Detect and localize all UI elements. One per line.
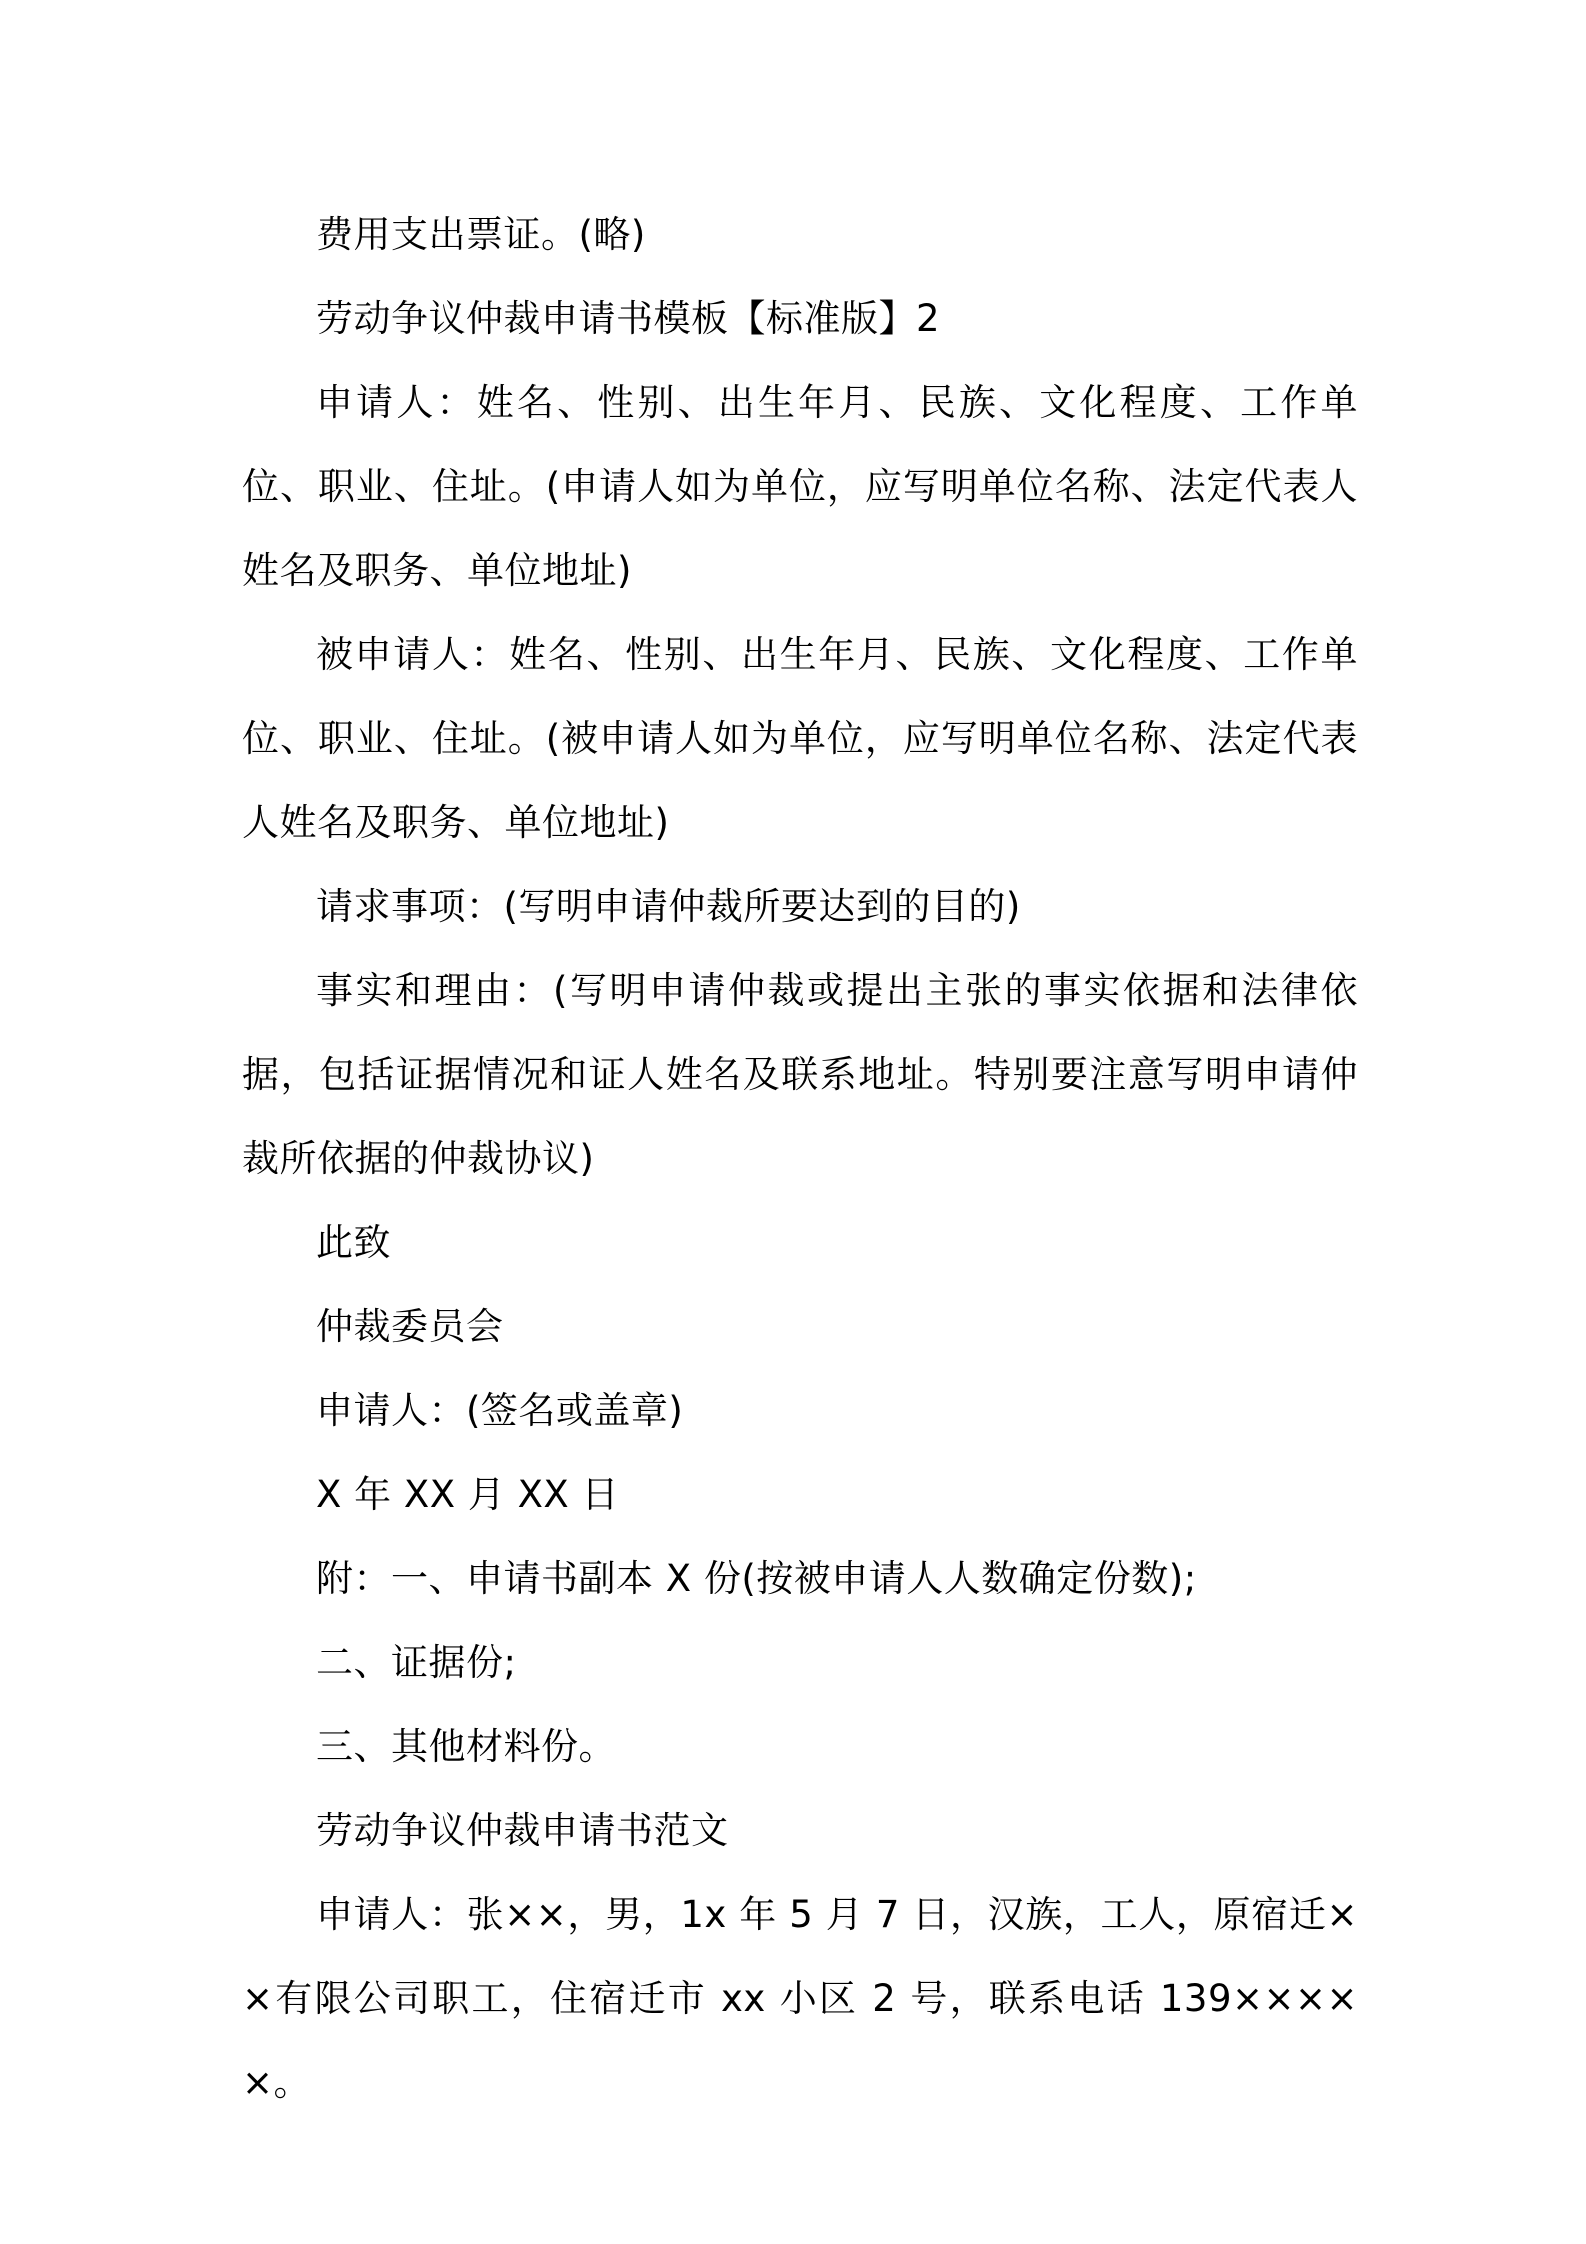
paragraph-signature: 申请人：(签名或盖章) xyxy=(316,1389,684,1432)
paragraph-expense-receipts: 费用支出票证。(略) xyxy=(316,213,646,256)
paragraph-facts-reasons: 事实和理由：(写明申请仲裁或提出主张的事实依据和法律依据，包括证据情况和证人姓名及联系地址。特别要注意写明申请仲裁所依据的仲裁协议) xyxy=(242,969,1358,1180)
paragraph-applicant: 申请人：姓名、性别、出生年月、民族、文化程度、工作单位、职业、住址。(申请人如为单位，应写明单位名称、法定代表人姓名及职务、单位地址) xyxy=(242,381,1358,592)
paragraph-committee: 仲裁委员会 xyxy=(316,1305,504,1348)
paragraph-salutation: 此致 xyxy=(316,1221,391,1264)
paragraph-respondent: 被申请人：姓名、性别、出生年月、民族、文化程度、工作单位、职业、住址。(被申请人如为单位，应写明单位名称、法定代表人姓名及职务、单位地址) xyxy=(242,633,1358,844)
paragraph-claims: 请求事项：(写明申请仲裁所要达到的目的) xyxy=(316,885,1021,928)
paragraph-date: X 年 XX 月 XX 日 xyxy=(316,1473,620,1516)
paragraph-attachment-2: 二、证据份; xyxy=(316,1641,517,1684)
heading-template-standard: 劳动争议仲裁申请书模板【标准版】2 xyxy=(316,297,941,340)
document-body xyxy=(242,193,1358,2125)
paragraph-attachment-3: 三、其他材料份。 xyxy=(316,1725,616,1768)
paragraph-sample-applicant: 申请人：张××，男，1x 年 5 月 7 日，汉族，工人，原宿迁××有限公司职工，住宿迁市 xx 小区 2 号，联系电话 139×××××。 xyxy=(242,1893,1358,2104)
heading-sample: 劳动争议仲裁申请书范文 xyxy=(316,1809,729,1852)
paragraph-attachment-1: 附：一、申请书副本 X 份(按被申请人人数确定份数); xyxy=(316,1557,1197,1600)
